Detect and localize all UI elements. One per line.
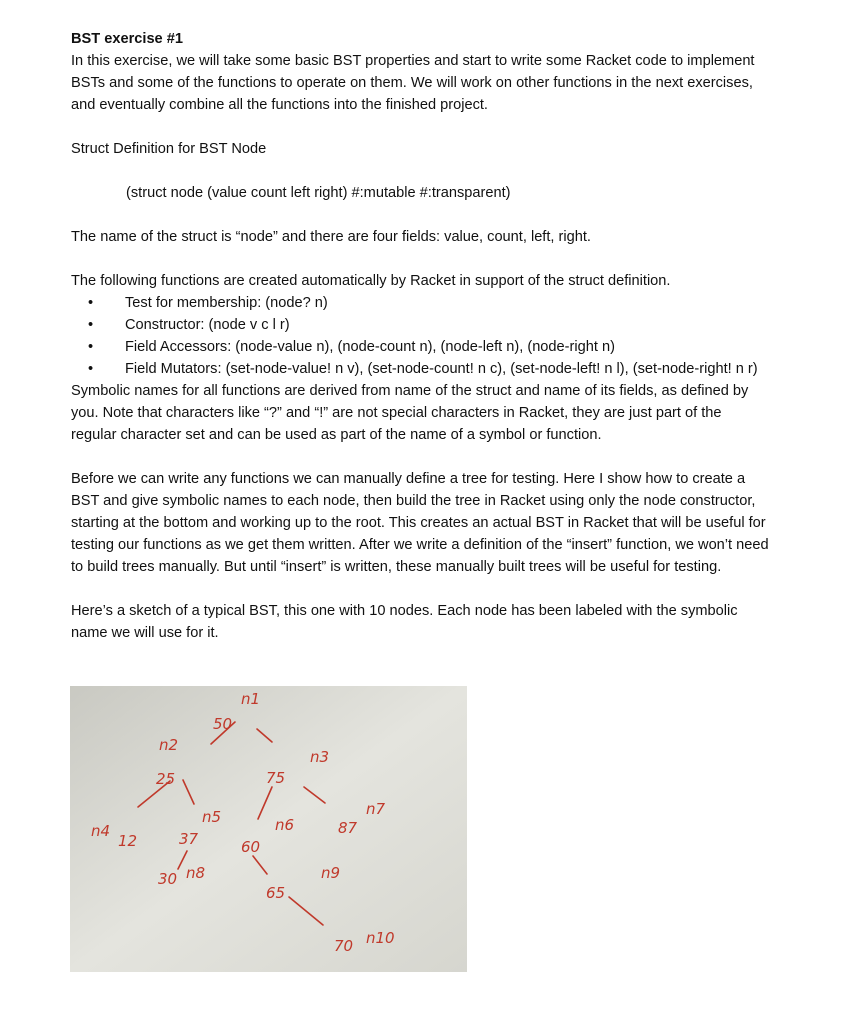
document-title: BST exercise #1 (71, 31, 183, 47)
node-name-n7: n7 (366, 800, 386, 818)
struct-description: The name of the struct is “node” and there are four fields: value, count, left, right. (71, 229, 591, 245)
bst-sketch-photo (70, 686, 467, 972)
node-name-n8: n8 (186, 864, 206, 882)
list-item: • Test for membership: (node? n) (88, 295, 328, 311)
node-value-n4: 12 (118, 832, 138, 850)
node-value-n6: 60 (241, 838, 261, 856)
list-item: • Constructor: (node v c l r) (88, 317, 290, 333)
node-name-n2: n2 (159, 736, 179, 754)
list-item: • Field Mutators: (set-node-value! n v), (set-node-count! n c), (set-node-left! n l), (set-node-right! n r) (88, 361, 758, 377)
node-value-n1: 50 (213, 715, 233, 733)
node-value-n5: 37 (179, 830, 199, 848)
node-value-n7: 87 (338, 819, 358, 837)
sketch-intro: Here’s a sketch of a typical BST, this one with 10 nodes. Each node has been labeled with the symbolic name we will use for it. (71, 603, 738, 641)
node-value-n2: 25 (156, 770, 176, 788)
node-value-n3: 75 (266, 769, 286, 787)
function-list (71, 292, 771, 380)
node-name-n10: n10 (366, 929, 395, 947)
node-name-n1: n1 (241, 690, 261, 708)
document-body (71, 28, 771, 644)
functions-intro: The following functions are created automatically by Racket in support of the struct definition. (71, 273, 671, 289)
node-name-n3: n3 (310, 748, 330, 766)
intro-paragraph: In this exercise, we will take some basic BST properties and start to write some Racket code to implement BSTs and some of the functions to operate on them. We will work on other functions in the next exercises, and eventually combine all the functions into the finished project. (71, 53, 755, 113)
struct-code: (struct node (value count left right) #:mutable #:transparent) (126, 185, 511, 201)
struct-heading: Struct Definition for BST Node (71, 141, 267, 157)
manual-tree-paragraph: Before we can write any functions we can manually define a tree for testing. Here I show how to create a BST and give symbolic names to each node, then build the tree in Racket using only the node constructor, starting at the bottom and working up to the root. This creates an actual BST in Racket that will be useful for testing our functions as we get them written. After we write a definition of the “insert” function, we won’t need to build trees manually. But until “insert” is written, these manually built trees will be useful for testing. (71, 471, 769, 575)
list-item: • Field Accessors: (node-value n), (node-count n), (node-left n), (node-right n) (88, 339, 615, 355)
node-name-n4: n4 (91, 822, 111, 840)
node-name-n5: n5 (202, 808, 222, 826)
node-value-n10: 70 (334, 937, 354, 955)
node-value-n9: 65 (266, 884, 286, 902)
node-name-n9: n9 (321, 864, 341, 882)
symbolic-names-paragraph: Symbolic names for all functions are derived from name of the struct and name of its fields, as defined by you. Note that characters like “?” and “!” are not special characters in Racket, they are just part of the regular character set and can be used as part of the name of a symbol or function. (71, 383, 749, 443)
node-name-n6: n6 (275, 816, 295, 834)
node-value-n8: 30 (158, 870, 178, 888)
